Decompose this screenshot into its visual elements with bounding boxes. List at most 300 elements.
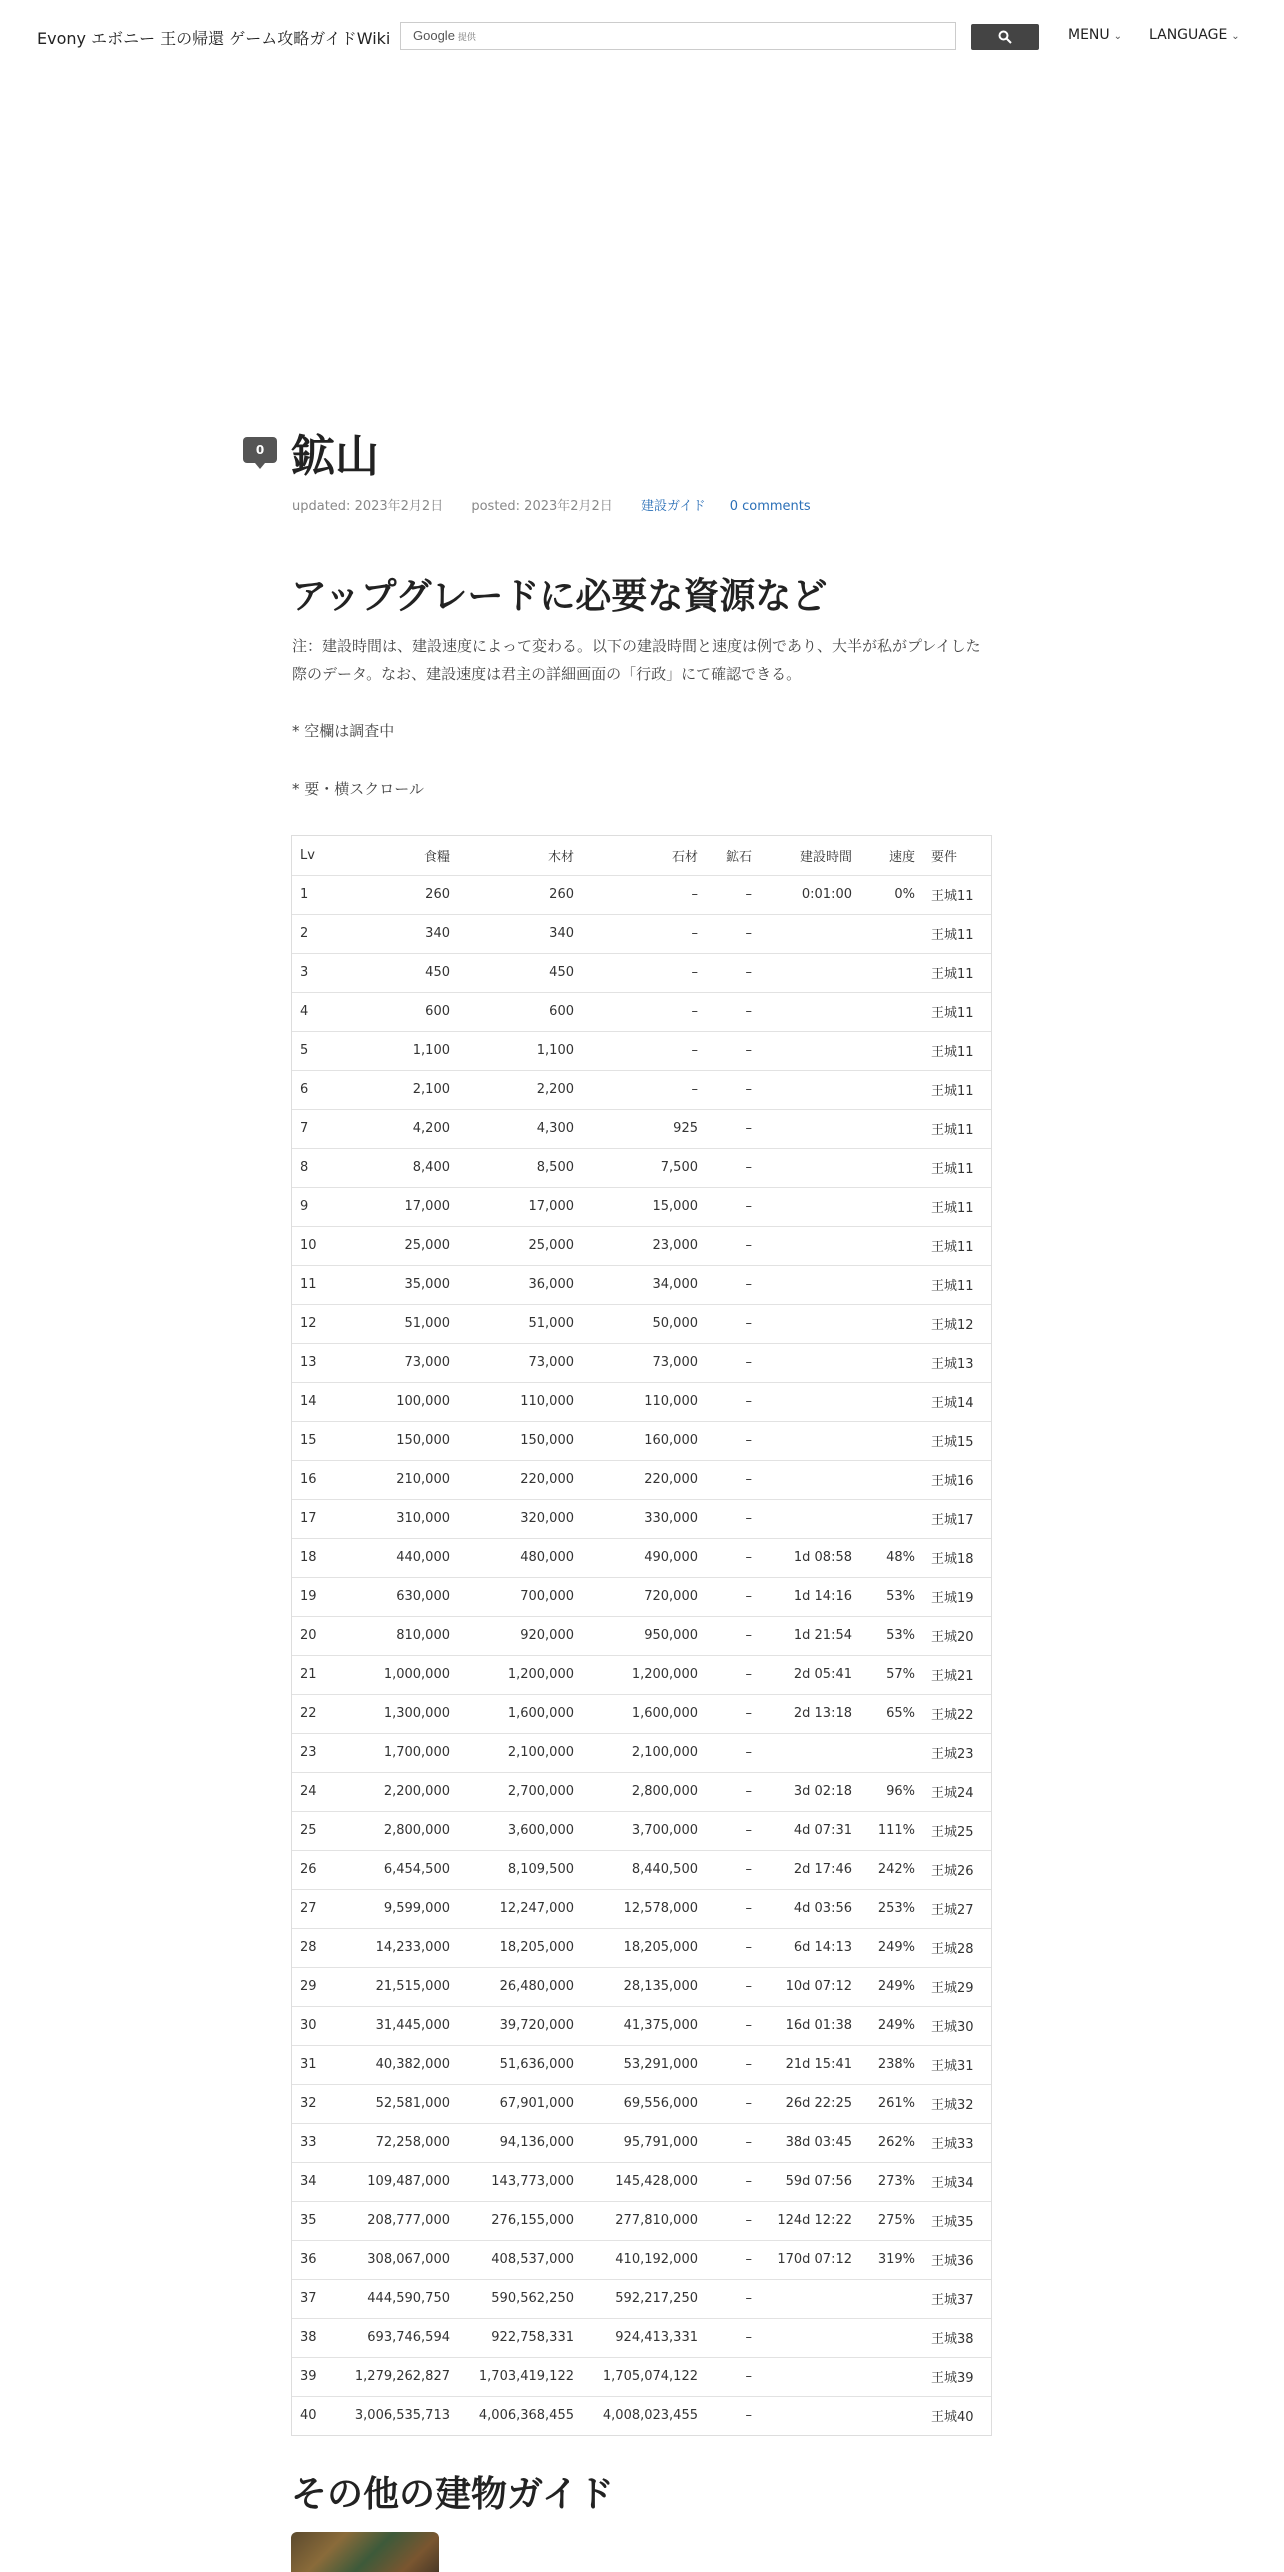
table-cell <box>760 914 860 953</box>
table-cell: 39 <box>292 2357 334 2396</box>
table-cell: 150,000 <box>334 1421 458 1460</box>
table-cell <box>860 1070 923 1109</box>
table-cell: 王城33 <box>923 2123 991 2162</box>
table-cell: 922,758,331 <box>458 2318 582 2357</box>
table-cell: 19 <box>292 1577 334 1616</box>
table-cell: 王城11 <box>923 1265 991 1304</box>
table-cell: 238% <box>860 2045 923 2084</box>
table-cell <box>760 2396 860 2435</box>
table-cell: 2d 13:18 <box>760 1694 860 1733</box>
table-cell: 100,000 <box>334 1382 458 1421</box>
table-cell: 2d 17:46 <box>760 1850 860 1889</box>
table-cell: 王城21 <box>923 1655 991 1694</box>
table-cell: 262% <box>860 2123 923 2162</box>
table-cell: 53% <box>860 1616 923 1655</box>
table-cell: – <box>706 1031 760 1070</box>
table-cell: 2,100,000 <box>458 1733 582 1772</box>
table-cell: 34,000 <box>582 1265 706 1304</box>
table-cell: 15,000 <box>582 1187 706 1226</box>
table-cell: 48% <box>860 1538 923 1577</box>
table-cell: 4,200 <box>334 1109 458 1148</box>
table-cell <box>860 1343 923 1382</box>
table-cell: 1,600,000 <box>582 1694 706 1733</box>
table-cell: 590,562,250 <box>458 2279 582 2318</box>
table-cell: – <box>706 1616 760 1655</box>
table-row <box>292 2357 991 2396</box>
chevron-down-icon: ⌄ <box>1113 31 1123 42</box>
table-cell <box>760 992 860 1031</box>
comment-count-badge[interactable]: 0 <box>243 437 277 463</box>
table-cell: 26d 22:25 <box>760 2084 860 2123</box>
table-cell: – <box>706 1538 760 1577</box>
table-cell: 1d 21:54 <box>760 1616 860 1655</box>
table-cell: 王城40 <box>931 2410 974 2426</box>
table-row <box>292 1499 991 1538</box>
table-cell: 600 <box>334 992 458 1031</box>
table-row <box>292 1850 991 1889</box>
table-cell: 28,135,000 <box>582 1967 706 2006</box>
table-cell: 王城11 <box>923 1070 991 1109</box>
table-cell: 12,247,000 <box>458 1889 582 1928</box>
table-header-cell: 食糧 <box>334 836 458 875</box>
table-cell: 王城11 <box>923 953 991 992</box>
table-header-cell: Lv <box>292 836 334 875</box>
table-cell: 1 <box>292 875 334 914</box>
table-cell: – <box>706 2006 760 2045</box>
table-cell: 王城30 <box>923 2006 991 2045</box>
table-cell: 330,000 <box>582 1499 706 1538</box>
table-cell: 145,428,000 <box>582 2162 706 2201</box>
table-cell: – <box>706 875 760 914</box>
table-cell: 2 <box>292 914 334 953</box>
table-cell: 8,109,500 <box>458 1850 582 1889</box>
table-row <box>292 1187 991 1226</box>
table-cell: 36 <box>292 2240 334 2279</box>
table-cell: 王城19 <box>923 1577 991 1616</box>
post-meta <box>292 495 831 514</box>
table-cell: – <box>706 1460 760 1499</box>
table-cell: 27 <box>292 1889 334 1928</box>
section-heading-upgrade: アップグレードに必要な資源など <box>291 576 828 617</box>
table-cell: 35 <box>292 2201 334 2240</box>
table-cell: 253% <box>860 1889 923 1928</box>
table-cell: 69,556,000 <box>582 2084 706 2123</box>
table-row <box>292 1694 991 1733</box>
category-link[interactable]: 建設ガイド <box>640 499 706 514</box>
table-cell: 2,100 <box>334 1070 458 1109</box>
table-cell: 21,515,000 <box>334 1967 458 2006</box>
table-cell: 1,703,419,122 <box>458 2357 582 2396</box>
table-cell <box>760 1499 860 1538</box>
table-cell: – <box>706 2045 760 2084</box>
table-cell: 王城39 <box>923 2357 991 2396</box>
table-cell <box>760 1109 860 1148</box>
site-header <box>0 0 1284 72</box>
table-cell <box>860 1382 923 1421</box>
note-scroll: * 要・横スクロール <box>292 780 424 798</box>
table-cell: 2,700,000 <box>458 1772 582 1811</box>
table-cell: 22 <box>292 1694 334 1733</box>
table-cell: 249% <box>860 2006 923 2045</box>
table-cell: – <box>706 1265 760 1304</box>
table-cell <box>860 2357 923 2396</box>
table-cell: – <box>706 1070 760 1109</box>
table-cell: 王城29 <box>923 1967 991 2006</box>
table-row <box>292 1031 991 1070</box>
table-cell: 王城27 <box>923 1889 991 1928</box>
table-cell: – <box>706 1655 760 1694</box>
table-cell: 925 <box>582 1109 706 1148</box>
resource-table[interactable] <box>291 835 992 2436</box>
table-cell <box>860 1304 923 1343</box>
table-cell: 26 <box>292 1850 334 1889</box>
table-cell <box>860 1460 923 1499</box>
table-cell: 32 <box>292 2084 334 2123</box>
table-cell: 王城25 <box>923 1811 991 1850</box>
table-cell: 31 <box>292 2045 334 2084</box>
table-row <box>292 2396 991 2435</box>
table-cell: 1,100 <box>334 1031 458 1070</box>
table-cell <box>760 1226 860 1265</box>
table-cell: 65% <box>860 1694 923 1733</box>
table-row <box>292 1460 991 1499</box>
table-cell: 12,578,000 <box>582 1889 706 1928</box>
table-cell: 693,746,594 <box>334 2318 458 2357</box>
table-cell: 41,375,000 <box>582 2006 706 2045</box>
table-row <box>292 1733 991 1772</box>
table-cell: 1,300,000 <box>334 1694 458 1733</box>
table-cell: 444,590,750 <box>334 2279 458 2318</box>
table-cell: 170d 07:12 <box>760 2240 860 2279</box>
table-cell: – <box>706 1343 760 1382</box>
table-cell: 4d 03:56 <box>760 1889 860 1928</box>
table-row <box>292 1889 991 1928</box>
table-cell: 38 <box>292 2318 334 2357</box>
comments-link[interactable]: 0 comments <box>729 499 811 514</box>
table-row <box>292 2162 991 2201</box>
table-cell: 王城34 <box>923 2162 991 2201</box>
table-row <box>292 1577 991 1616</box>
table-cell: 4 <box>292 992 334 1031</box>
table-cell <box>760 1304 860 1343</box>
table-cell: – <box>706 1304 760 1343</box>
table-row <box>292 2240 991 2279</box>
table-cell: 220,000 <box>458 1460 582 1499</box>
table-cell: 王城36 <box>923 2240 991 2279</box>
table-cell: 12 <box>292 1304 334 1343</box>
table-cell <box>760 953 860 992</box>
table-cell: 340 <box>458 914 582 953</box>
table-cell: 29 <box>292 1967 334 2006</box>
table-cell: – <box>582 875 706 914</box>
table-cell: – <box>706 1733 760 1772</box>
table-cell: 50,000 <box>582 1304 706 1343</box>
table-cell: 73,000 <box>458 1343 582 1382</box>
table-cell: 277,810,000 <box>582 2201 706 2240</box>
table-cell: 53% <box>860 1577 923 1616</box>
table-header-cell: 鉱石 <box>706 836 760 875</box>
section-heading-other-buildings: その他の建物ガイド <box>291 2474 614 2515</box>
table-cell: – <box>706 1421 760 1460</box>
table-cell <box>760 2279 860 2318</box>
table-cell: 23 <box>292 1733 334 1772</box>
table-cell: 1,100 <box>458 1031 582 1070</box>
building-thumbnail[interactable] <box>291 2532 439 2572</box>
table-cell: 3,600,000 <box>458 1811 582 1850</box>
table-cell: – <box>706 1967 760 2006</box>
table-cell: – <box>706 2123 760 2162</box>
table-cell: 450 <box>334 953 458 992</box>
table-row <box>292 2201 991 2240</box>
table-cell: 4,008,023,455 <box>602 2408 698 2424</box>
table-cell: 7,500 <box>582 1148 706 1187</box>
table-cell <box>860 1226 923 1265</box>
table-cell: 630,000 <box>334 1577 458 1616</box>
table-cell <box>860 992 923 1031</box>
table-cell: 4,300 <box>458 1109 582 1148</box>
table-row <box>292 2045 991 2084</box>
site-title[interactable]: Evony エボニー 王の帰還 ゲーム攻略ガイドWiki <box>37 29 391 48</box>
table-cell: 21 <box>292 1655 334 1694</box>
table-cell <box>760 1070 860 1109</box>
table-cell: 18 <box>292 1538 334 1577</box>
table-row <box>292 1226 991 1265</box>
table-cell: 王城11 <box>923 992 991 1031</box>
table-cell: 72,258,000 <box>334 2123 458 2162</box>
note-paragraph: 注：建設時間は、建設速度によって変わる。以下の建設時間と速度は例であり、大半が私がプレイした際のデータ。なお、建設速度は君主の詳細画面の「行政」にて確認できる。 <box>292 637 981 683</box>
table-row <box>292 1148 991 1187</box>
table-cell: 319% <box>860 2240 923 2279</box>
table-cell: 208,777,000 <box>334 2201 458 2240</box>
table-cell: – <box>706 1226 760 1265</box>
table-cell: – <box>582 992 706 1031</box>
note-blank-cells: * 空欄は調査中 <box>292 722 395 740</box>
table-cell: 1,000,000 <box>334 1655 458 1694</box>
table-cell: 王城23 <box>923 1733 991 1772</box>
table-cell <box>760 1460 860 1499</box>
table-row <box>292 2279 991 2318</box>
table-cell: 8,440,500 <box>582 1850 706 1889</box>
table-cell: 7 <box>292 1109 334 1148</box>
table-row <box>292 2318 991 2357</box>
search-icon <box>998 30 1012 44</box>
table-header-cell: 速度 <box>860 836 923 875</box>
table-header-cell: 木材 <box>458 836 582 875</box>
table-cell: 16d 01:38 <box>760 2006 860 2045</box>
table-cell: 38d 03:45 <box>760 2123 860 2162</box>
table-cell: – <box>706 1811 760 1850</box>
table-cell: – <box>706 1109 760 1148</box>
table-cell: 4,006,368,455 <box>478 2408 574 2424</box>
table-cell: 王城12 <box>923 1304 991 1343</box>
table-cell: – <box>706 1928 760 1967</box>
table-cell: 6 <box>292 1070 334 1109</box>
table-cell <box>760 1265 860 1304</box>
nav-language[interactable]: LANGUAGE ⌄ <box>1149 27 1240 43</box>
table-row <box>292 1967 991 2006</box>
table-cell: – <box>706 2279 760 2318</box>
table-cell: – <box>706 1382 760 1421</box>
table-cell: 53,291,000 <box>582 2045 706 2084</box>
table-cell: 26,480,000 <box>458 1967 582 2006</box>
table-cell: 21d 15:41 <box>760 2045 860 2084</box>
table-row <box>292 1109 991 1148</box>
table-cell: 73,000 <box>582 1343 706 1382</box>
table-cell: 410,192,000 <box>582 2240 706 2279</box>
table-cell: 王城11 <box>923 1187 991 1226</box>
table-cell <box>860 953 923 992</box>
table-cell: – <box>706 914 760 953</box>
table-cell: 10 <box>292 1226 334 1265</box>
nav-menu[interactable]: MENU ⌄ <box>1068 27 1123 43</box>
table-cell: 1,200,000 <box>458 1655 582 1694</box>
table-cell: 8,400 <box>334 1148 458 1187</box>
table-cell <box>860 1421 923 1460</box>
table-cell: 1d 08:58 <box>760 1538 860 1577</box>
search-input[interactable] <box>400 22 956 50</box>
table-cell: 王城15 <box>923 1421 991 1460</box>
table-cell: 3d 02:18 <box>760 1772 860 1811</box>
table-cell: 3,006,535,713 <box>354 2408 450 2424</box>
table-cell: 8 <box>292 1148 334 1187</box>
table-cell: 924,413,331 <box>582 2318 706 2357</box>
table-cell: 700,000 <box>458 1577 582 1616</box>
table-cell: 24 <box>292 1772 334 1811</box>
table-cell: 59d 07:56 <box>760 2162 860 2201</box>
table-cell: 51,636,000 <box>458 2045 582 2084</box>
table-row <box>292 953 991 992</box>
table-cell: 57% <box>860 1655 923 1694</box>
search-button[interactable] <box>971 24 1039 50</box>
table-cell: – <box>706 2240 760 2279</box>
table-cell: 320,000 <box>458 1499 582 1538</box>
table-cell: 35,000 <box>334 1265 458 1304</box>
table-cell: – <box>706 1694 760 1733</box>
table-cell <box>760 1382 860 1421</box>
table-cell: 王城35 <box>923 2201 991 2240</box>
table-header-row <box>292 836 991 875</box>
table-cell: 96% <box>860 1772 923 1811</box>
table-cell: 18,205,000 <box>582 1928 706 1967</box>
table-cell <box>760 1148 860 1187</box>
table-cell: – <box>745 2408 752 2424</box>
table-cell: 2,800,000 <box>334 1811 458 1850</box>
table-cell: 51,000 <box>458 1304 582 1343</box>
table-cell: 王城28 <box>923 1928 991 1967</box>
table-header-cell: 石材 <box>582 836 706 875</box>
table-cell: 1,600,000 <box>458 1694 582 1733</box>
table-cell <box>760 1187 860 1226</box>
table-cell: 36,000 <box>458 1265 582 1304</box>
table-cell: 王城18 <box>923 1538 991 1577</box>
table-cell: 王城16 <box>923 1460 991 1499</box>
table-row <box>292 1655 991 1694</box>
table-cell: 14 <box>292 1382 334 1421</box>
table-cell: 1,705,074,122 <box>582 2357 706 2396</box>
table-cell <box>760 1421 860 1460</box>
table-cell: 273% <box>860 2162 923 2201</box>
table-cell <box>860 2396 923 2435</box>
page-title: 鉱山 <box>291 431 379 482</box>
table-cell: 25,000 <box>458 1226 582 1265</box>
updated-date: updated: 2023年2月2日 <box>292 499 444 514</box>
table-cell: 950,000 <box>582 1616 706 1655</box>
table-cell: 2d 05:41 <box>760 1655 860 1694</box>
table-cell: 25 <box>292 1811 334 1850</box>
table-cell: 30 <box>292 2006 334 2045</box>
table-cell: – <box>706 2162 760 2201</box>
table-cell: 440,000 <box>334 1538 458 1577</box>
table-cell: 275% <box>860 2201 923 2240</box>
table-cell: 40 <box>300 2408 317 2424</box>
table-cell: 王城37 <box>923 2279 991 2318</box>
table-row <box>292 2006 991 2045</box>
table-cell: 109,487,000 <box>334 2162 458 2201</box>
table-row <box>292 1343 991 1382</box>
table-row <box>292 1772 991 1811</box>
table-cell <box>860 1265 923 1304</box>
table-cell: 王城31 <box>923 2045 991 2084</box>
table-cell: 王城11 <box>923 1226 991 1265</box>
table-cell: 33 <box>292 2123 334 2162</box>
table-cell <box>760 1031 860 1070</box>
table-cell: 王城11 <box>923 1148 991 1187</box>
table-cell: 3 <box>292 953 334 992</box>
table-row <box>292 1538 991 1577</box>
table-row <box>292 914 991 953</box>
table-cell: 2,200 <box>458 1070 582 1109</box>
table-cell: 25,000 <box>334 1226 458 1265</box>
table-cell: – <box>706 1577 760 1616</box>
table-cell: 160,000 <box>582 1421 706 1460</box>
table-cell: 4d 07:31 <box>760 1811 860 1850</box>
table-cell: 17,000 <box>458 1187 582 1226</box>
table-cell: 王城38 <box>923 2318 991 2357</box>
table-cell: – <box>582 953 706 992</box>
table-cell: 143,773,000 <box>458 2162 582 2201</box>
table-cell: 37 <box>292 2279 334 2318</box>
table-cell: 249% <box>860 1967 923 2006</box>
table-cell: 1,279,262,827 <box>334 2357 458 2396</box>
table-cell: 王城32 <box>923 2084 991 2123</box>
table-cell: 260 <box>334 875 458 914</box>
table-cell <box>760 2318 860 2357</box>
google-brand-label: Google 提供 <box>413 28 476 43</box>
table-cell: – <box>706 2201 760 2240</box>
table-cell: – <box>582 914 706 953</box>
table-cell: 249% <box>860 1928 923 1967</box>
table-cell: 18,205,000 <box>458 1928 582 1967</box>
table-cell: – <box>706 1499 760 1538</box>
table-cell: 1,700,000 <box>334 1733 458 1772</box>
table-cell <box>860 1187 923 1226</box>
table-cell: – <box>706 953 760 992</box>
table-row <box>292 992 991 1031</box>
table-cell: – <box>706 992 760 1031</box>
table-cell: 260 <box>458 875 582 914</box>
table-cell: 95,791,000 <box>582 2123 706 2162</box>
table-cell: 6d 14:13 <box>760 1928 860 1967</box>
table-cell <box>860 1499 923 1538</box>
table-cell: 17 <box>292 1499 334 1538</box>
table-cell: 9,599,000 <box>334 1889 458 1928</box>
table-cell: 40,382,000 <box>334 2045 458 2084</box>
table-cell: 9 <box>292 1187 334 1226</box>
table-row <box>292 1811 991 1850</box>
table-cell <box>760 1343 860 1382</box>
table-cell: – <box>706 1772 760 1811</box>
table-cell: 73,000 <box>334 1343 458 1382</box>
